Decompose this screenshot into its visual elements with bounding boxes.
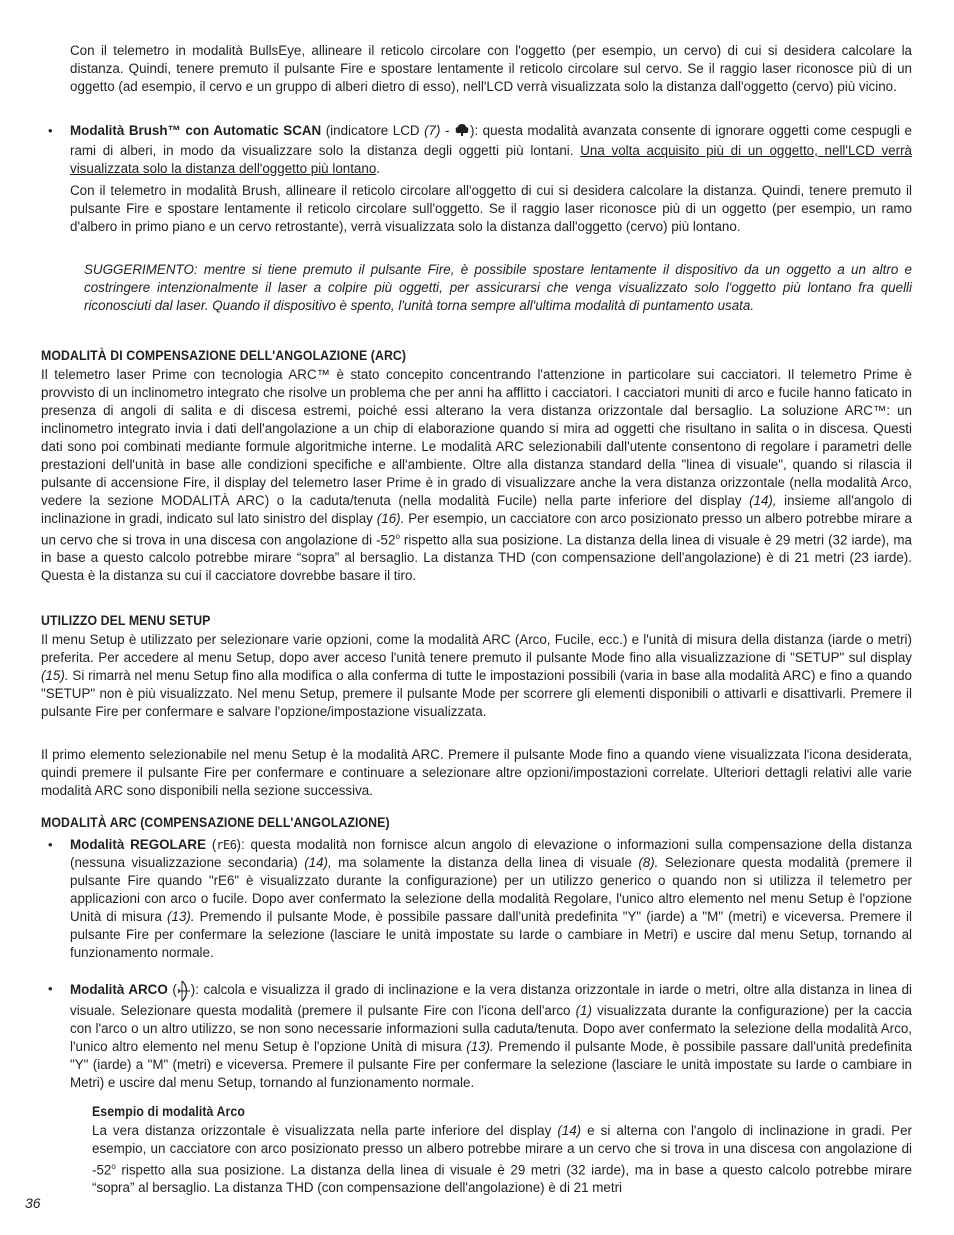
brush-icon (454, 123, 470, 142)
page-number: 36 (25, 1195, 41, 1211)
brush-mode-item: Modalità Brush™ con Automatic SCAN (indicatore LCD (7) - ): questa modalità avanzata consente di ignorare oggetti come cespugli e rami di alberi, in modo da visualizzare solo la distanza degli oggetti più lontani. Una volta acquisito più di un oggetto, nell'LCD verrà visualizzata solo la distanza dell'oggetto più lontano. (70, 123, 912, 176)
heading-bow-example: Esempio di modalità Arco (92, 1103, 245, 1119)
setup-paragraph: Il menu Setup è utilizzato per selezionare varie opzioni, come la modalità ARC (Arco, Fucile, ecc.) e l'unità di misura della distanza (iarde o metri) preferita. Per accedere al menu Setup, dopo aver acceso l'unità tenere premuto il pulsante Mode fino alla visualizzazione di "SETUP" sul display (15). Si rimarrà nel menu Setup fino alla modifica o alla conferma di tutte le impostazioni possibili (varia in base alla modalità ARC) e fino a quando "SETUP" non è più visualizzato. Nel menu Setup, premere il pulsante Mode per scorrere gli elementi disponibili o attivarli e disattivarli. Premere il pulsante Fire per confermare e salvare l'opzione/impostazione visualizzata. (41, 632, 912, 719)
bow-mode-item: Modalità ARCO ( ): calcola e visualizza il grado di inclinazione e la vera distanza orizzontale in iarde o metri, oltre alla distanza in linea di visuale. Selezionare questa modalità (premere il pulsante Fire con l'icona dell'arco (1) visualizzata durante la configurazione) per la caccia con l'arco o un altro utilizzo, se non sono necessarie informazioni sulla caduta/tenuta. Dopo aver confermato la selezione della modalità Arco, l'unico altro elemento nel menu Setup è l'opzione Unità di misura (13). Premendo il pulsante Mode, è possibile passare dall'unità predefinita "Y" (iarde) a "M" (metri) e viceversa. Premere il pulsante Fire per confermare la selezione (lasciare le unità impostate su Iarde o cambiare in Metri) e uscire dal menu Setup, tornando al funzionamento normale. (70, 982, 913, 1090)
brush-underlined-note: Una volta acquisito più di un oggetto, nell'LCD verrà visualizzata solo la distanza dell'oggetto più lontano (70, 143, 912, 176)
tip-paragraph: SUGGERIMENTO: mentre si tiene premuto il pulsante Fire, è possibile spostare lentamente il dispositivo da un oggetto a un altro e costringere intenzionalmente il laser a colpire più oggetti, per assicurarsi che venga visualizzato solo l'oggetto più lontano fra quelli riconosciuti dal laser. Quando il dispositivo è spento, l'unità torna sempre all'ultima modalità di puntamento usata. (84, 262, 912, 313)
bullet: • (48, 123, 53, 138)
bow-example-paragraph: La vera distanza orizzontale è visualizzata nella parte inferiore del display (14) e si alterna con l'angolo di inclinazione in gradi. Per esempio, un cacciatore con arco posizionato presso un albero potrebbe mirare a un cervo che si trova in una discesa con angolazione di -52$^o$ rispetto alla sua posizione. La distanza della linea di visuale è 29 metri (32 iarde), ma in base a questo calcolo potrebbe mirare “sopra” al bersaglio. La distanza THD (con compensazione dell'angolazione) è di 21 metri (92, 1123, 913, 1196)
regular-mode-title: Modalità REGOLARE (70, 837, 207, 852)
bullet: • (48, 981, 53, 996)
degree-mark: o (111, 1162, 116, 1171)
setup-paragraph-2: Il primo elemento selezionabile nel menu Setup è la modalità ARC. Premere il pulsante Mode fino a quando viene visualizzata l'icona desiderata, quindi premere il pulsante Fire per confermare e continuare a selezionare altre opzioni/impostazioni correlate. Ulteriori dettagli relativi alle varie modalità ARC sono disponibili nella sezione successiva. (41, 747, 912, 798)
bullet: • (48, 837, 53, 852)
regular-mode-item: Modalità REGOLARE (rE6): questa modalità non fornisce alcun angolo di elevazione o informazioni sulla compensazione della distanza (nessuna visualizzazione secondaria) (14), ma solamente la distanza della linea di visuale (8). Selezionare questa modalità (premere il pulsante Fire quando "rE6" è visualizzato durante la configurazione) per un utilizzo generico o quando non si utilizza il telemetro per applicazioni con arco o fucile. Dopo aver confermato la selezione della modalità Regolare, l'unico altro elemento nel menu Setup è l'opzione Unità di misura (13). Premendo il pulsante Mode, è possibile passare dall'unità predefinita "Y" (iarde) a "M" (metri) e viceversa. Premere il pulsante Fire per confermare la selezione (lasciare le unità impostate su Iarde o cambiare in Metri) e uscire dal menu Setup, tornando al funzionamento normale. (70, 837, 912, 960)
bow-icon (177, 980, 191, 1002)
brush-paragraph: Con il telemetro in modalità Brush, allineare il reticolo circolare all'oggetto di cui si desidera calcolare la distanza. Quindi, tenere premuto il pulsante Fire e spostare lentamente il reticolo circolare sull'oggetto. Se il raggio laser riconosce più di un oggetto (per esempio, un ramo d'albero in primo piano e un cervo retrostante), verrà visualizzata solo la distanza dall'oggetto (cervo) più lontano. (70, 183, 912, 234)
arc-paragraph: Il telemetro laser Prime con tecnologia ARC™ è stato concepito concentrando l'attenzione in particolare sui cacciatori. Il telemetro Prime è provvisto di un inclinometro integrato che risolve un problema che per anni ha afflitto i cacciatori. I cacciatori muniti di arco e fucile hanno faticato in presenza di angoli di salita e di discesa estremi, poiché essi alterano la vera distanza orizzontale dal bersaglio. La soluzione ARC™: un inclinometro integrato invia i dati dell'angolazione a un chip di elaborazione quando si mira ad oggetti che risultano in salita o in discesa. Questi dati sono poi combinati mediante formule algoritmiche interne. Le modalità ARC selezionabili dall'utente consentono di regolare i parametri delle prestazioni dell'unità in base alle condizioni specifiche e all'ambiente. Oltre alla distanza standard della "linea di visuale", quando si rilascia il pulsante di accensione Fire, il display del telemetro laser Prime è in grado di visualizzare anche la vera distanza orizzontale (nella modalità Arco, vedere la sezione MODALITÀ ARC) o la caduta/tenuta (nella modalità Fucile) nella parte inferiore del display (14), insieme all'angolo di inclinazione in gradi, indicato sul lato sinistro del display (16). Per esempio, un cacciatore con arco posizionato presso un albero potrebbe mirare a un cervo che si trova in una discesa con angolazione di -52$^o$ rispetto alla sua posizione. La distanza della linea di visuale è 29 metri (32 iarde), ma in base a questo calcolo potrebbe mirare “sopra” al bersaglio. La distanza THD (con compensazione dell'angolazione) è di 21 metri (23 iarde). Questa è la distanza su cui il cacciatore dovrebbe basare il tiro. (41, 367, 912, 584)
bullseye-paragraph: Con il telemetro in modalità BullsEye, allineare il reticolo circolare con l'oggetto (per esempio, un cervo) di cui si desidera calcolare la distanza. Quindi, tenere premuto il pulsante Fire e spostare lentamente il reticolo circolare sul cervo. Se il raggio laser riconosce più di un oggetto (ad esempio, il cervo e un gruppo di alberi dietro di esso), nell'LCD verrà visualizzata solo la distanza dall'oggetto (cervo) più vicino. (70, 43, 912, 94)
heading-arc: MODALITÀ DI COMPENSAZIONE DELL'ANGOLAZIONE (ARC) (41, 347, 407, 363)
heading-setup: UTILIZZO DEL MENU SETUP (41, 612, 211, 628)
lcd-re6-icon: rE6 (216, 838, 237, 852)
bow-mode-title: Modalità ARCO (70, 982, 168, 997)
degree-mark: o (395, 532, 400, 541)
brush-mode-title: Modalità Brush™ con Automatic SCAN (70, 123, 322, 138)
heading-arc-modes: MODALITÀ ARC (COMPENSAZIONE DELL'ANGOLAZIONE) (41, 814, 390, 830)
